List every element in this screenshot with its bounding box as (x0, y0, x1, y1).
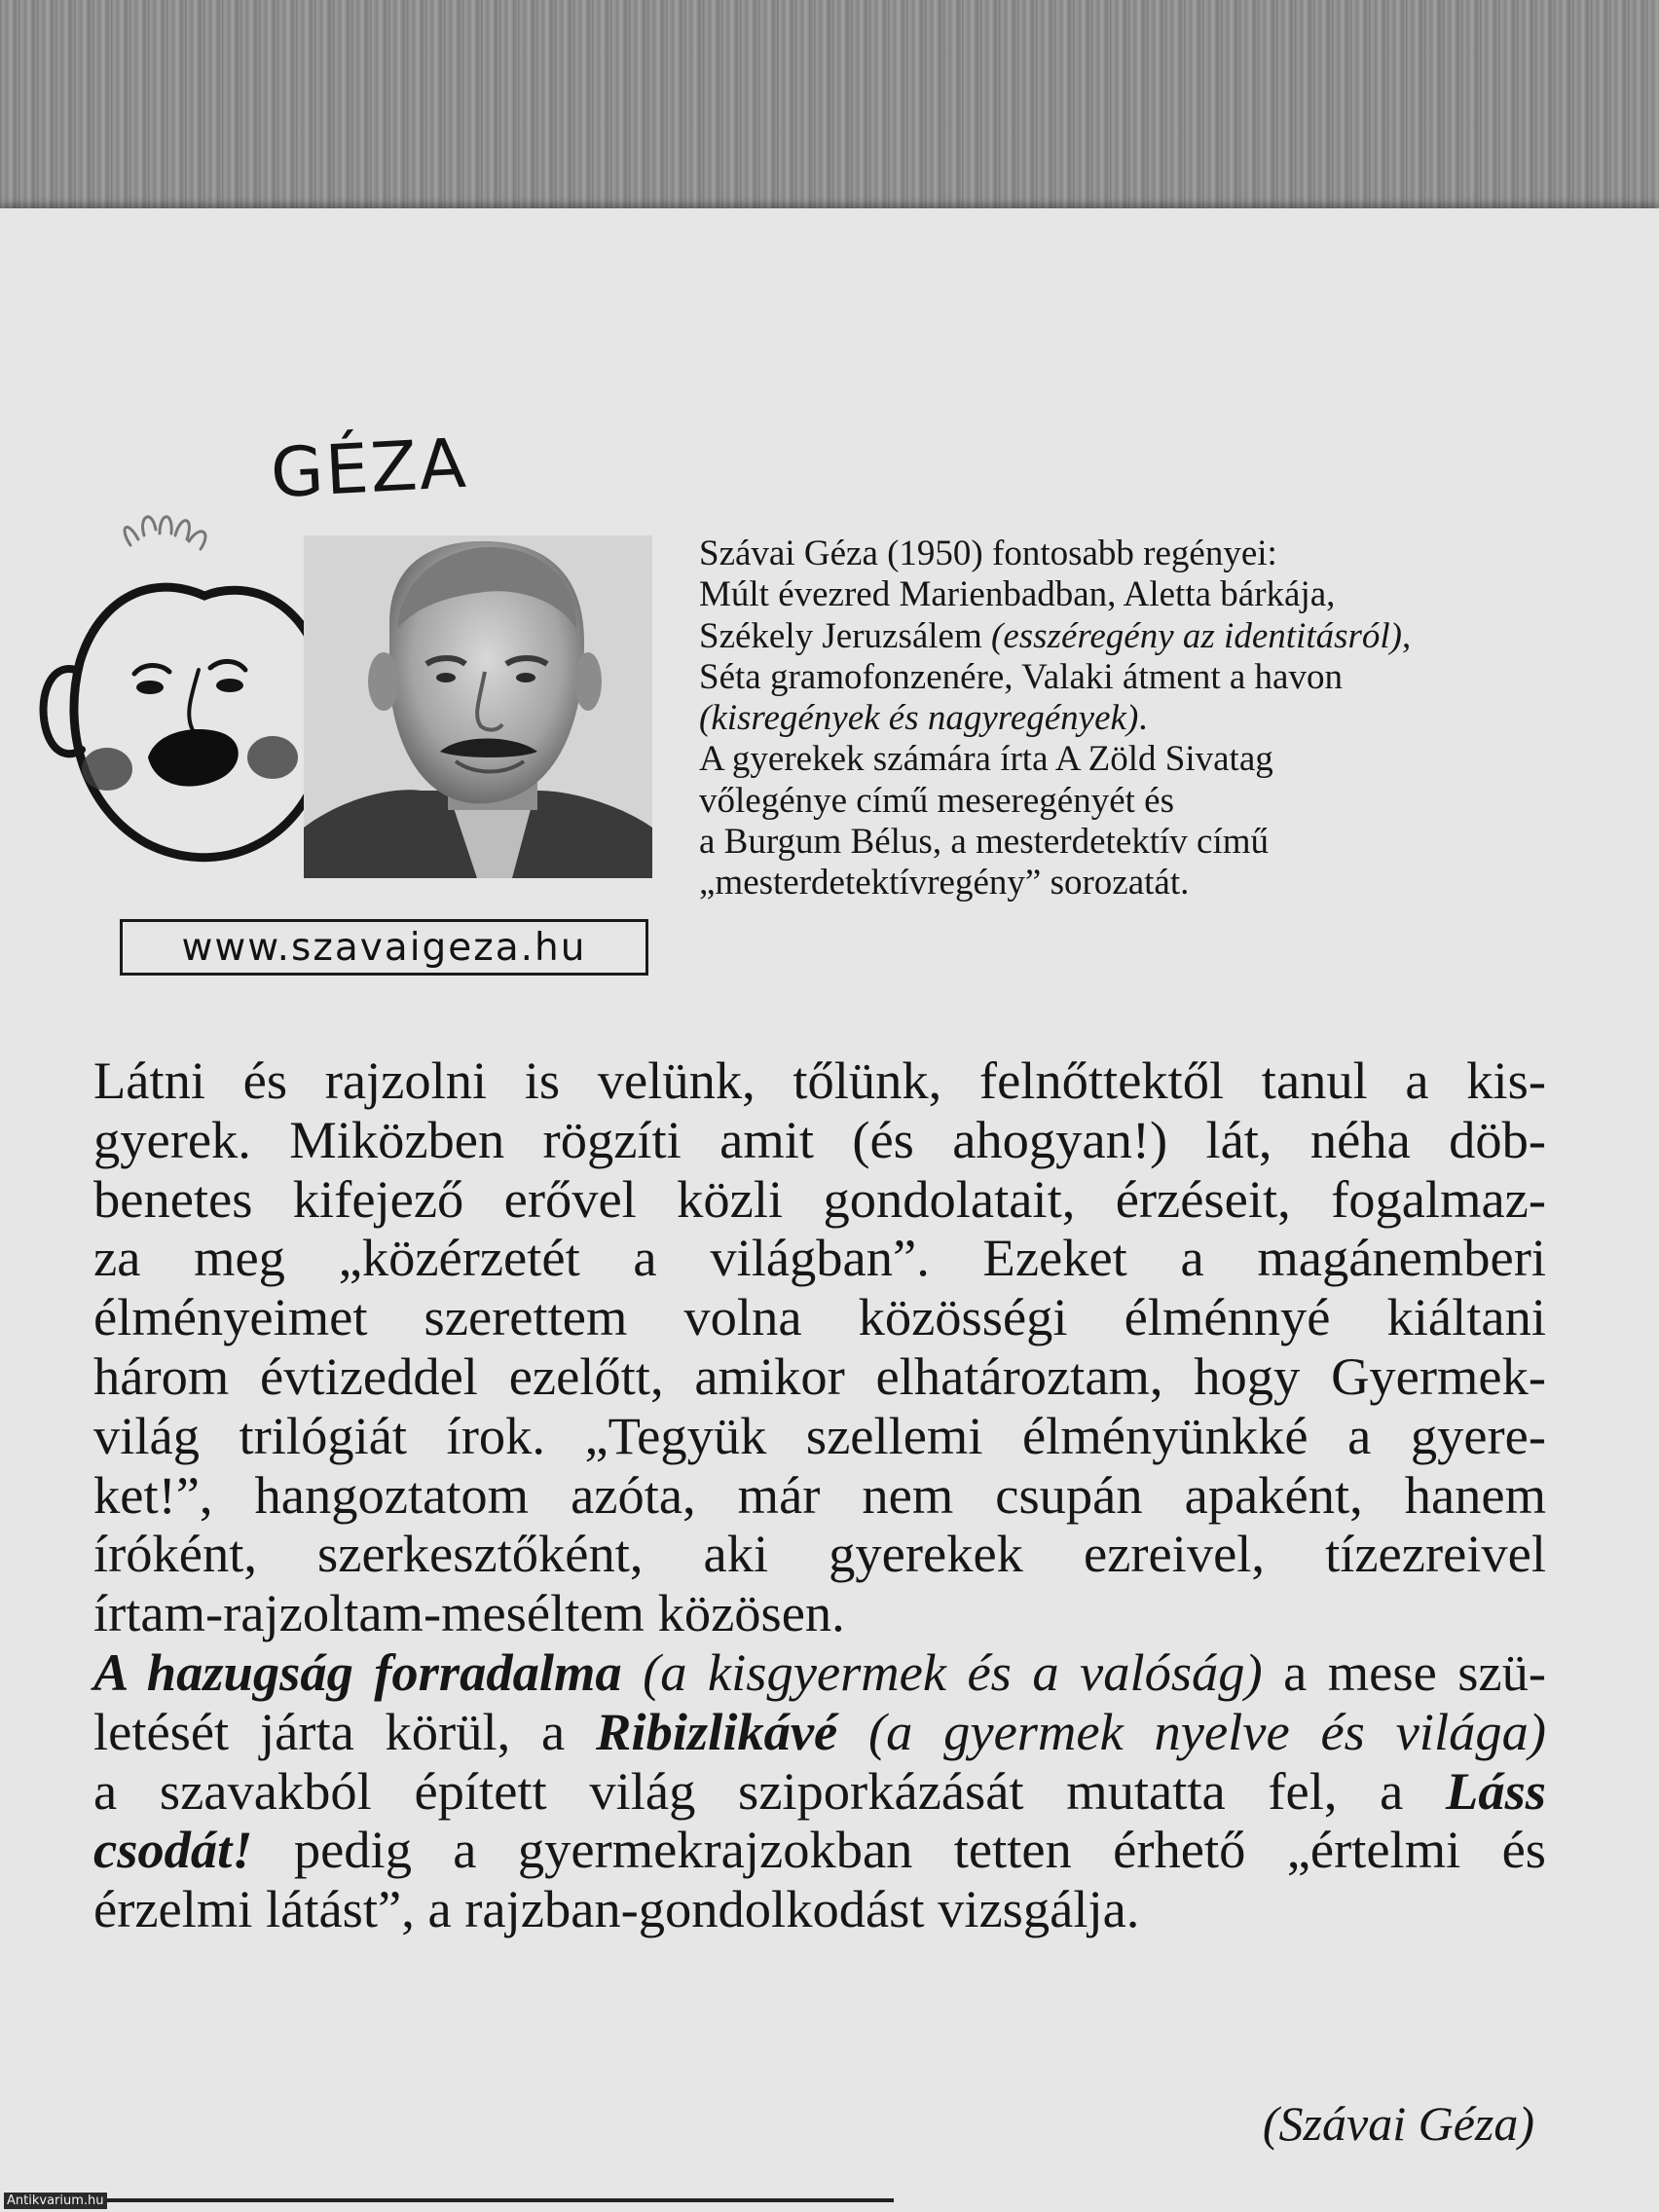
blurb-line: írtam-rajzoltam-meséltem közösen. (93, 1583, 845, 1643)
main-blurb (93, 1051, 1546, 1939)
book-title: csodát! (93, 1820, 253, 1880)
bio-line: „mesterdetektívregény” sorozatát. (699, 863, 1190, 903)
doodle-handwritten-name: GÉZA (268, 423, 470, 514)
blurb-text: pedig a gyermekrajzokban tetten érhető „értelmi és (252, 1820, 1546, 1880)
author-photo (304, 535, 652, 878)
blurb-text: a mese szü- (1262, 1641, 1547, 1702)
author-portrait-image (304, 535, 652, 878)
barcode-box-edge (86, 2198, 894, 2202)
bio-text: . (1138, 698, 1148, 739)
blurb-line (93, 1762, 1546, 1822)
blurb-line: íróként, szerkesztőként, aki gyerekek ezreivel, tízezreivel (93, 1524, 1546, 1584)
website-link[interactable]: www.szavaigeza.hu (120, 919, 648, 976)
bio-line: Séta gramofonzenére, Valaki átment a havon (699, 656, 1343, 697)
bio-line: Múlt évezred Marienbadban, Aletta bárkája, (699, 574, 1336, 615)
bio-line (699, 616, 1634, 657)
book-subtitle: (a gyermek nyelve és világa) (837, 1701, 1546, 1761)
blurb-line: három évtizeddel ezelőtt, amikor elhatároztam, hogy Gyermek- (93, 1346, 1546, 1406)
blurb-line: Látni és rajzolni is velünk, tőlünk, felnőttektől tanul a kis- (93, 1051, 1546, 1110)
blurb-line: benetes kifejező erővel közli gondolatait, érzéseit, fogalmaz- (93, 1168, 1546, 1229)
bio-line: a Burgum Bélus, a mesterdetektív című (699, 822, 1270, 863)
blurb-line: világ trilógiát írok. „Tegyük szellemi élményünkké a gyere- (93, 1405, 1546, 1465)
watermark: Antikvarium.hu (4, 2193, 107, 2209)
book-title: A hazugság forradalma (93, 1641, 622, 1702)
blurb-line: érzelmi látást”, a rajzban-gondolkodást vizsgálja. (93, 1879, 1140, 1939)
bio-line (699, 698, 1634, 739)
author-signature: (Szávai Géza) (1262, 2096, 1534, 2151)
blurb-line: élményeimet szerettem volna közösségi élménnyé kiáltani (93, 1287, 1546, 1347)
bio-italic-note: (kisregények és nagyregények) (699, 698, 1139, 739)
blurb-line: gyerek. Miközben rögzíti amit (és ahogyan!) lát, néha döb- (93, 1109, 1546, 1169)
blurb-text: a szavakból épített világ sziporkázását mutatta fel, a (93, 1760, 1447, 1821)
blurb-line (93, 1821, 1546, 1880)
book-title: Ribizlikávé (595, 1701, 838, 1761)
bio-line: Szávai Géza (1950) fontosabb regényei: (699, 534, 1277, 573)
bio-text: , (1402, 615, 1412, 656)
bio-text: Székely Jeruzsálem (699, 615, 991, 656)
blurb-text: letését járta körül, a (93, 1701, 596, 1761)
bio-line: vőlegénye című meseregényét és (699, 780, 1174, 821)
blurb-line (93, 1703, 1546, 1762)
book-subtitle: (a kisgyermek és a valóság) (621, 1641, 1263, 1702)
bio-italic-note: (esszéregény az identitásról) (991, 615, 1402, 656)
book-title: Láss (1446, 1760, 1546, 1821)
background-surface (0, 0, 1659, 216)
blurb-line: za meg „közérzetét a világban”. Ezeket a magánemberi (93, 1228, 1546, 1288)
blurb-line: ket!”, hangoztatom azóta, már nem csupán apaként, hanem (93, 1464, 1546, 1525)
blurb-line (93, 1643, 1546, 1703)
author-bio (699, 534, 1634, 904)
bio-line: A gyerekek számára írta A Zöld Sivatag (699, 739, 1273, 780)
